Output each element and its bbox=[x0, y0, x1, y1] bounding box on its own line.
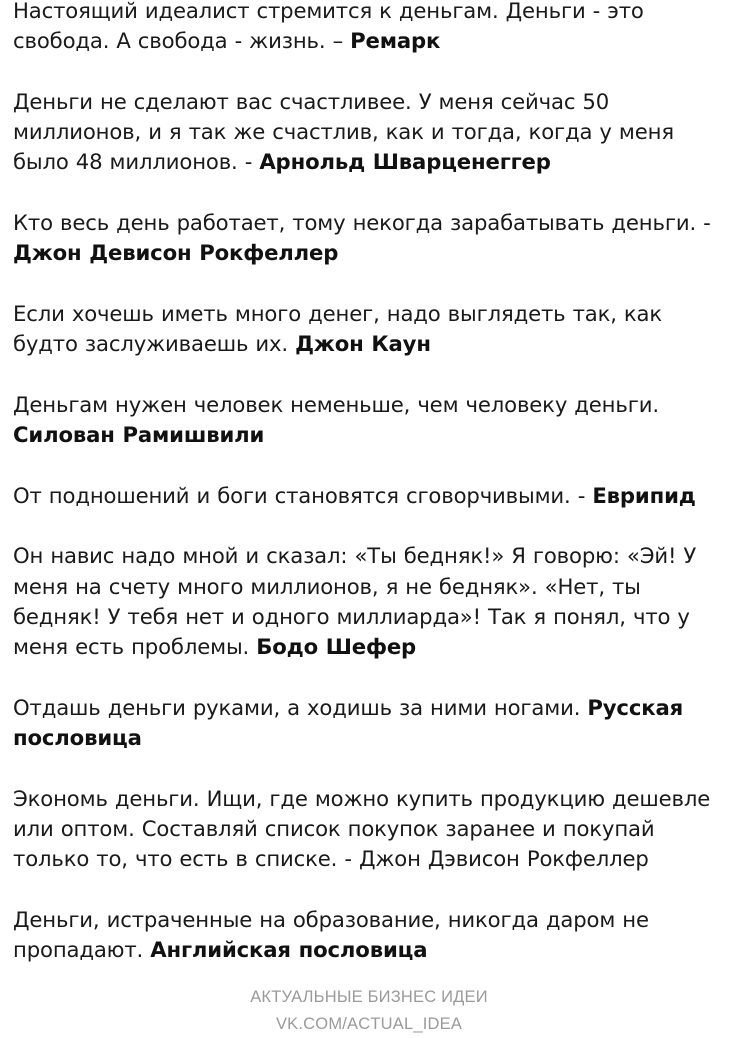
quote-author: Джон Девисон Рокфеллер bbox=[13, 240, 339, 266]
quote-author: Английская пословица bbox=[150, 937, 428, 963]
quote-text: Деньги не сделают вас счастливее. У меня сейчас 50 миллионов, и я так же счастлив, как и тогда, когда у меня было 48 миллионов. - bbox=[13, 88, 674, 175]
quote-8 bbox=[13, 693, 733, 754]
quote-text: Деньгам нужен человек неменьше, чем человеку деньги. bbox=[13, 391, 659, 417]
watermark-title: АКТУАЛЬНЫЕ БИЗНЕС ИДЕИ bbox=[250, 988, 488, 1006]
quote-author: Ремарк bbox=[350, 28, 441, 54]
quote-3 bbox=[13, 208, 733, 269]
quote-2 bbox=[13, 87, 733, 178]
quote-4 bbox=[13, 299, 733, 360]
quote-text: Он навис надо мной и сказал: «Ты бедняк!» Я говорю: «Эй! У меня на счету много миллионов, я не бедняк». «Нет, ты бедняк! У тебя нет и одного миллиарда»! Так я понял, что у меня есть проблемы. bbox=[13, 543, 697, 660]
quote-author: Русская пословица bbox=[13, 694, 684, 751]
quote-text: Деньги, истраченные на образование, никогда даром не пропадают. bbox=[13, 906, 649, 963]
quote-author: Еврипид bbox=[592, 482, 696, 508]
quote-1 bbox=[13, 0, 733, 57]
quotes-list bbox=[13, 0, 733, 996]
quote-author: Силован Рамишвили bbox=[13, 422, 265, 448]
quote-text: Экономь деньги. Ищи, где можно купить продукцию дешевле или оптом. Составляй список покупок заранее и покупай только то, что есть в списке. - bbox=[13, 785, 711, 872]
quote-text: Если хочешь иметь много денег, надо выглядеть так, как будто заслуживаешь их. bbox=[13, 300, 663, 357]
quote-author: Бодо Шефер bbox=[256, 634, 417, 660]
watermark-url: VK.COM/ACTUAL_IDEA bbox=[275, 1015, 463, 1033]
quote-5 bbox=[13, 390, 733, 451]
quote-7 bbox=[13, 541, 733, 662]
quote-author: Джон Дэвисон Рокфеллер bbox=[358, 846, 649, 872]
quote-text: От подношений и боги становятся сговорчивыми. - bbox=[13, 482, 593, 508]
watermark bbox=[0, 984, 738, 1038]
quote-text: Кто весь день работает, тому некогда зарабатывать деньги. - bbox=[13, 210, 711, 236]
quote-author: Джон Каун bbox=[295, 331, 431, 357]
quote-author: Арнольд Шварценеггер bbox=[259, 149, 551, 175]
quote-9 bbox=[13, 784, 733, 875]
quote-6 bbox=[13, 481, 733, 511]
quote-text: Настоящий идеалист стремится к деньгам. Деньги - это свобода. А свобода - жизнь. – bbox=[13, 0, 644, 54]
quote-10 bbox=[13, 905, 733, 966]
quote-text: Отдашь деньги руками, а ходишь за ними ногами. bbox=[13, 694, 588, 720]
